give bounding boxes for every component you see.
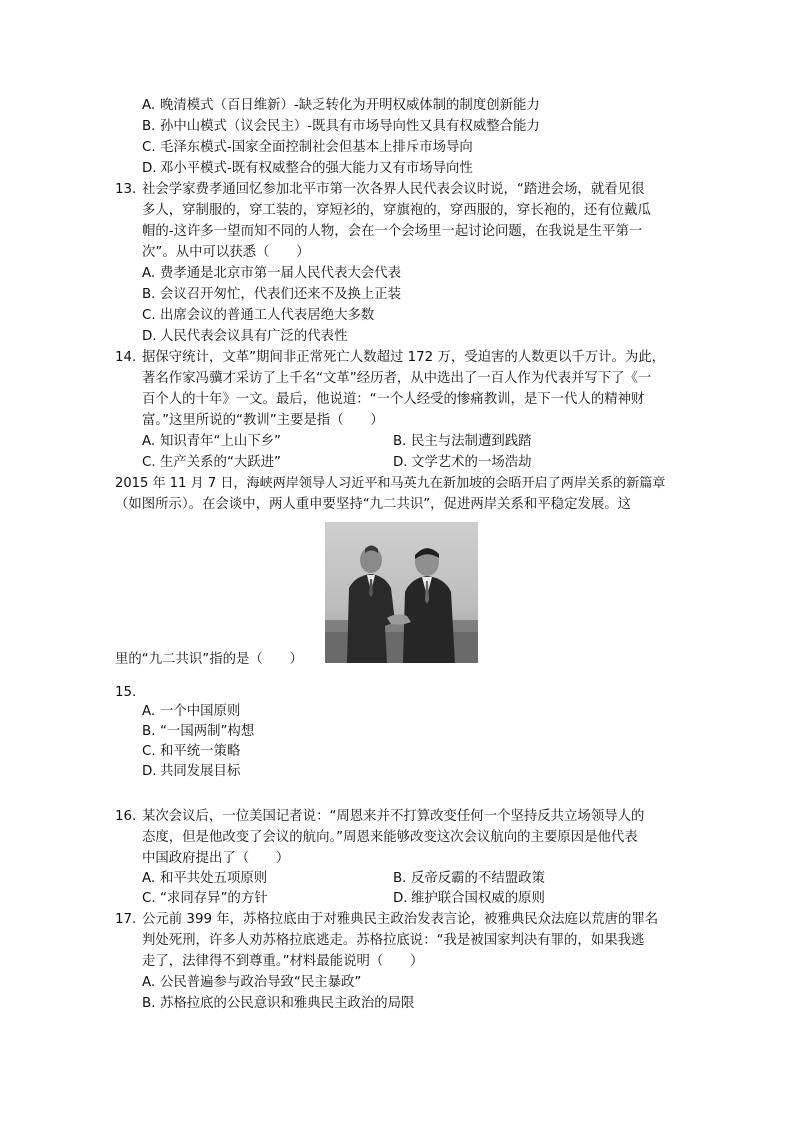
q15-option-d: D. 共同发展目标 [142,764,241,779]
q16-line-2: 态度，但是他改变了会议的航向。”周恩来能够改变这次会议航向的主要原因是他代表 [142,830,638,845]
q14-line-1: 14. 据保守统计，文革”期间非正常死亡人数超过 172 万，受迫害的人数更以千万计。为此， [115,348,665,368]
q13-option-a: A. 费孝通是北京市第一届人民代表大会代表 [142,266,402,281]
q14-line-3: 百个人的十年》一文。最后，他说道：“一个人经受的惨痛教训，是下一代人的精神财 [142,392,645,407]
q17-option-b: B. 苏格拉底的公民意识和雅典民主政治的局限 [142,996,415,1011]
q15-option-c: C. 和平统一策略 [142,744,241,759]
q16-number: 16. [115,809,137,824]
option-a: A. 晚清模式（百日维新）-缺乏转化为开明权威体制的制度创新能力 [142,98,540,113]
q16-option-a: A. 和平共处五项原则 [142,871,268,886]
q14-option-b: B. 民主与法制遭到践踏 [393,434,532,449]
meeting-photo [325,522,478,663]
q16-line-1: 16. 某次会议后，一位美国记者说：“周恩来并不打算改变任何一个坚持反共立场领导人的 [115,807,644,827]
q16-option-c: C. “求同存异”的方针 [142,891,268,906]
option-d: D. 邓小平模式-既有权威整合的强大能力又有市场导向性 [142,161,473,176]
option-c: C. 毛泽东模式-国家全面控制社会但基本上排斥市场导向 [142,140,473,155]
q16-option-d: D. 维护联合国权威的原则 [393,891,545,906]
q15-intro-line-2: （如图所示）。在会谈中，两人重申要坚持“九二共识”，促进两岸关系和平稳定发展。这 [115,497,632,512]
handshake-photo-icon [325,522,478,663]
q17-line-3: 走了，法律得不到尊重。”材料最能说明（ ） [142,954,424,969]
q16-option-b: B. 反帝反霸的不结盟政策 [393,871,545,886]
q15-question-line: 里的“九二共识”指的是（ ） [115,652,303,667]
q13-line-3: 帽的-这许多一望而知不同的人物，会在一个会场里一起讨论问题，在我说是生平第一 [142,224,643,239]
option-b: B. 孙中山模式（议会民主）-既具有市场导向性又具有权威整合能力 [142,119,540,134]
q13-line-4: 次”。从中可以获悉（ ） [142,245,310,260]
q14-line-2: 著名作家冯骥才采访了上千名“文革”经历者，从中选出了一百人作为代表并写下了《一 [142,371,652,386]
q14-option-d: D. 文学艺术的一场浩劫 [393,455,532,470]
q16-line-3: 中国政府提出了（ ） [142,851,290,866]
q17-line-2: 判处死刑，许多人劝苏格拉底逃走。苏格拉底说：“我是被国家判决有罪的，如果我逃 [142,933,645,948]
q13-option-c: C. 出席会议的普通工人代表居绝大多数 [142,308,375,323]
q17-option-a: A. 公民普遍参与政治导致“民主暴政” [142,975,362,990]
q15-number: 15. [115,685,137,700]
q15-option-a: A. 一个中国原则 [142,704,241,719]
q14-option-c: C. 生产关系的“大跃进” [142,455,281,470]
q13-number: 13. [115,182,137,197]
q13-line-2: 多人，穿制服的，穿工装的，穿短衫的，穿旗袍的，穿西服的，穿长袍的，还有位戴瓜 [142,203,651,218]
q13-option-b: B. 会议召开匆忙，代表们还来不及换上正装 [142,287,402,302]
q14-line-4: 富。”这里所说的“教训”主要是指（ ） [142,413,384,428]
q17-number: 17. [115,912,137,927]
q15-option-b: B. “一国两制”构想 [142,724,255,739]
q14-number: 14. [115,350,137,365]
q13-option-d: D. 人民代表会议具有广泛的代表性 [142,329,348,344]
q17-line-1: 17. 公元前 399 年，苏格拉底由于对雅典民主政治发表言论，被雅典民众法庭以荒唐的罪名 [115,910,658,930]
q15-intro-line-1: 2015 年 11 月 7 日，海峡两岸领导人习近平和马英九在新加坡的会晤开启了两岸关系的新篇章 [115,476,666,491]
q13-line-1: 13. 社会学家费孝通回忆参加北平市第一次各界人民代表会议时说，“踏进会场，就看见很 [115,180,644,200]
q14-option-a: A. 知识青年“上山下乡” [142,434,281,449]
